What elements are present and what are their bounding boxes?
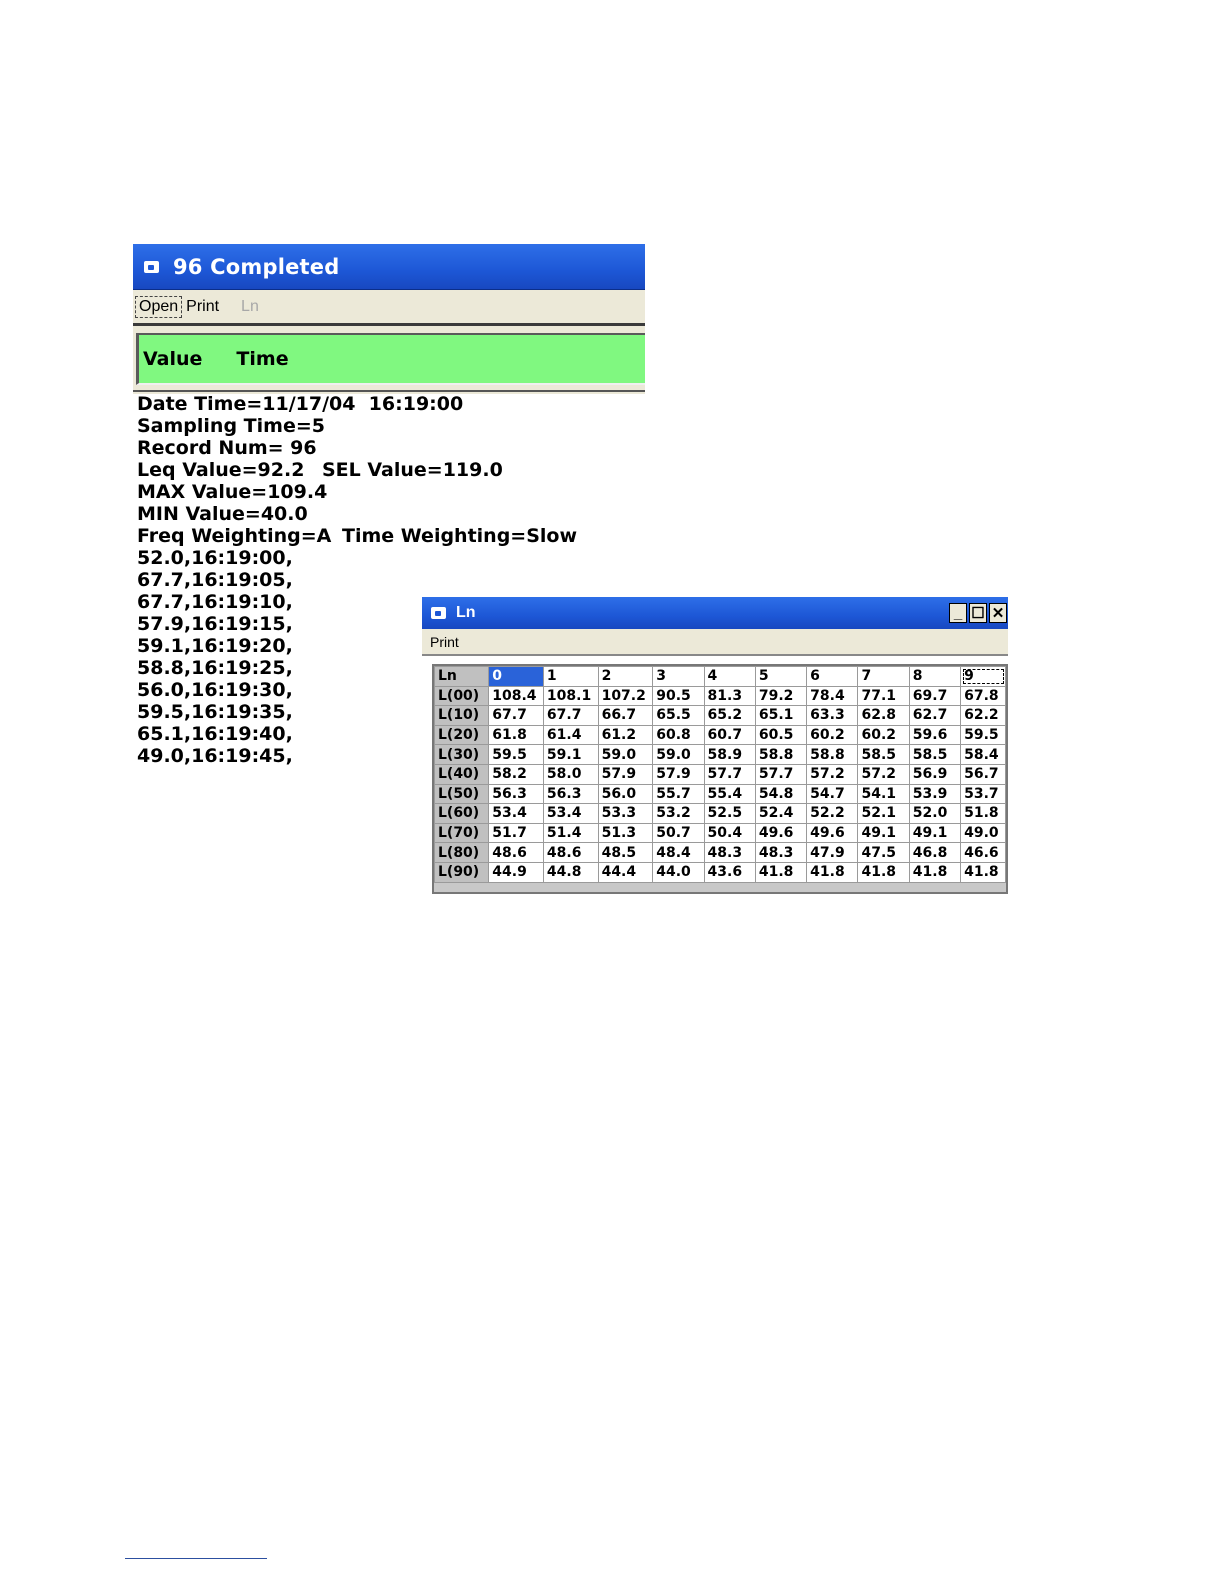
grid-cell[interactable]: 58.9 xyxy=(704,745,755,765)
grid-row-header[interactable]: L(70) xyxy=(435,823,489,843)
sample-line: 67.7,16:19:10, xyxy=(137,591,293,613)
grid-cell[interactable]: 107.2 xyxy=(598,686,653,706)
grid-cell[interactable]: 47.9 xyxy=(807,843,858,863)
grid-cell[interactable]: 52.5 xyxy=(704,804,755,824)
grid-cell[interactable]: 57.2 xyxy=(858,764,909,784)
grid-cell[interactable]: 57.9 xyxy=(598,764,653,784)
grid-cell[interactable]: 48.4 xyxy=(653,843,704,863)
grid-column-header[interactable]: 5 xyxy=(755,667,806,687)
min-value: MIN Value=40.0 xyxy=(137,503,308,525)
data-list-header xyxy=(133,327,645,387)
grid-cell[interactable]: 50.7 xyxy=(653,823,704,843)
grid-row-header[interactable]: L(50) xyxy=(435,784,489,804)
grid-cell[interactable]: 52.1 xyxy=(858,804,909,824)
table-row xyxy=(435,725,1006,745)
grid-row-header[interactable]: L(20) xyxy=(435,725,489,745)
grid-cell[interactable]: 60.5 xyxy=(755,725,806,745)
grid-cell[interactable]: 52.4 xyxy=(755,804,806,824)
grid-cell[interactable]: 44.0 xyxy=(653,862,704,882)
grid-row-header[interactable]: L(80) xyxy=(435,843,489,863)
table-row xyxy=(435,843,1006,863)
grid-row-header[interactable]: L(00) xyxy=(435,686,489,706)
grid-cell[interactable]: 67.7 xyxy=(543,706,598,726)
grid-cell[interactable]: 59.1 xyxy=(543,745,598,765)
table-row xyxy=(435,804,1006,824)
grid-cell[interactable]: 56.3 xyxy=(489,784,544,804)
grid-cell[interactable]: 49.1 xyxy=(909,823,960,843)
grid-cell[interactable]: 49.1 xyxy=(858,823,909,843)
sample-line: 49.0,16:19:45, xyxy=(137,745,293,767)
grid-cell[interactable]: 69.7 xyxy=(909,686,960,706)
value-column-label: Value xyxy=(143,348,203,370)
sample-line: 57.9,16:19:15, xyxy=(137,613,293,635)
grid-cell[interactable]: 46.6 xyxy=(961,843,1006,863)
grid-row-header[interactable]: L(30) xyxy=(435,745,489,765)
grid-cell[interactable]: 53.7 xyxy=(961,784,1006,804)
grid-cell[interactable]: 57.7 xyxy=(755,764,806,784)
grid-cell[interactable]: 52.2 xyxy=(807,804,858,824)
grid-cell[interactable]: 108.4 xyxy=(489,686,544,706)
grid-cell[interactable]: 58.8 xyxy=(807,745,858,765)
grid-cell[interactable]: 65.5 xyxy=(653,706,704,726)
grid-cell[interactable]: 56.0 xyxy=(598,784,653,804)
grid-cell[interactable]: 65.1 xyxy=(755,706,806,726)
grid-column-header[interactable]: 7 xyxy=(858,667,909,687)
time-column-label: Time xyxy=(236,348,289,370)
grid-cell[interactable]: 108.1 xyxy=(543,686,598,706)
grid-cell[interactable]: 63.3 xyxy=(807,706,858,726)
grid-column-header[interactable]: 8 xyxy=(909,667,960,687)
grid-cell[interactable]: 53.3 xyxy=(598,804,653,824)
grid-column-header[interactable]: 4 xyxy=(704,667,755,687)
sample-line: 59.1,16:19:20, xyxy=(137,635,293,657)
grid-cell[interactable]: 59.5 xyxy=(961,725,1006,745)
grid-cell[interactable]: 59.0 xyxy=(653,745,704,765)
sampling-time: Sampling Time=5 xyxy=(137,415,325,437)
table-row xyxy=(435,686,1006,706)
grid-cell[interactable]: 48.3 xyxy=(704,843,755,863)
app-icon xyxy=(143,259,161,275)
grid-row-header[interactable]: L(10) xyxy=(435,706,489,726)
grid-cell[interactable]: 53.9 xyxy=(909,784,960,804)
grid-cell[interactable]: 53.4 xyxy=(543,804,598,824)
main-window-title: 96 Completed xyxy=(173,254,340,279)
grid-column-header[interactable]: 0 xyxy=(489,667,544,687)
grid-cell[interactable]: 50.4 xyxy=(704,823,755,843)
grid-cell[interactable]: 51.8 xyxy=(961,804,1006,824)
menu-print[interactable]: Print xyxy=(430,633,459,650)
grid-cell[interactable]: 43.6 xyxy=(704,862,755,882)
table-row xyxy=(435,862,1006,882)
ln-menubar xyxy=(422,629,1008,656)
grid-cell[interactable]: 77.1 xyxy=(858,686,909,706)
menu-print[interactable]: Print xyxy=(186,297,220,315)
table-row xyxy=(435,706,1006,726)
grid-cell[interactable]: 57.2 xyxy=(807,764,858,784)
grid-cell[interactable]: 48.6 xyxy=(543,843,598,863)
ln-window xyxy=(422,597,1008,893)
grid-cell[interactable]: 58.8 xyxy=(755,745,806,765)
sel-value: SEL Value=119.0 xyxy=(322,459,503,481)
grid-cell[interactable]: 49.6 xyxy=(755,823,806,843)
grid-cell[interactable]: 61.2 xyxy=(598,725,653,745)
grid-cell[interactable]: 56.7 xyxy=(961,764,1006,784)
ln-grid[interactable] xyxy=(432,664,1008,894)
grid-cell[interactable]: 51.3 xyxy=(598,823,653,843)
sample-line: 67.7,16:19:05, xyxy=(137,569,293,591)
sample-line: 59.5,16:19:35, xyxy=(137,701,293,723)
freq-weighting: Freq Weighting=A xyxy=(137,525,332,547)
grid-cell[interactable]: 54.7 xyxy=(807,784,858,804)
minimize-icon[interactable]: _ xyxy=(949,603,967,623)
table-row xyxy=(435,784,1006,804)
grid-row-header[interactable]: L(90) xyxy=(435,862,489,882)
grid-cell[interactable]: 51.4 xyxy=(543,823,598,843)
grid-column-header[interactable]: 3 xyxy=(653,667,704,687)
grid-cell[interactable]: 51.7 xyxy=(489,823,544,843)
grid-cell[interactable]: 53.2 xyxy=(653,804,704,824)
grid-column-header[interactable]: 6 xyxy=(807,667,858,687)
grid-cell[interactable]: 48.3 xyxy=(755,843,806,863)
grid-cell[interactable]: 61.8 xyxy=(489,725,544,745)
max-value: MAX Value=109.4 xyxy=(137,481,328,503)
grid-cell[interactable]: 61.4 xyxy=(543,725,598,745)
grid-cell[interactable]: 48.5 xyxy=(598,843,653,863)
grid-column-header[interactable]: 9 xyxy=(961,667,1006,687)
grid-cell[interactable]: 59.5 xyxy=(489,745,544,765)
grid-row-header[interactable]: L(60) xyxy=(435,804,489,824)
grid-cell[interactable]: 47.5 xyxy=(858,843,909,863)
grid-cell[interactable]: 62.2 xyxy=(961,706,1006,726)
main-window xyxy=(133,244,645,394)
grid-cell[interactable]: 62.7 xyxy=(909,706,960,726)
grid-cell[interactable]: 55.7 xyxy=(653,784,704,804)
maximize-icon[interactable]: ☐ xyxy=(969,603,987,623)
grid-cell[interactable]: 60.2 xyxy=(807,725,858,745)
grid-cell[interactable]: 46.8 xyxy=(909,843,960,863)
table-row xyxy=(435,745,1006,765)
grid-cell[interactable]: 67.7 xyxy=(489,706,544,726)
grid-cell[interactable]: 41.8 xyxy=(909,862,960,882)
grid-cell[interactable]: 49.0 xyxy=(961,823,1006,843)
grid-cell[interactable]: 44.9 xyxy=(489,862,544,882)
grid-cell[interactable]: 60.2 xyxy=(858,725,909,745)
grid-cell[interactable]: 59.6 xyxy=(909,725,960,745)
table-row xyxy=(435,823,1006,843)
grid-cell[interactable]: 57.9 xyxy=(653,764,704,784)
grid-cell[interactable]: 65.2 xyxy=(704,706,755,726)
grid-cell[interactable]: 90.5 xyxy=(653,686,704,706)
main-window-titlebar[interactable] xyxy=(133,244,645,290)
sample-line: 52.0,16:19:00, xyxy=(137,547,293,569)
table-row xyxy=(435,764,1006,784)
grid-row-header[interactable]: L(40) xyxy=(435,764,489,784)
grid-cell[interactable]: 58.5 xyxy=(909,745,960,765)
grid-cell[interactable]: 62.8 xyxy=(858,706,909,726)
grid-cell[interactable]: 58.5 xyxy=(858,745,909,765)
record-num: Record Num= 96 xyxy=(137,437,317,459)
leq-value: Leq Value=92.2 xyxy=(137,459,305,481)
ln-window-titlebar[interactable] xyxy=(422,597,1008,629)
grid-cell[interactable]: 52.0 xyxy=(909,804,960,824)
grid-cell[interactable]: 55.4 xyxy=(704,784,755,804)
grid-cell[interactable]: 48.6 xyxy=(489,843,544,863)
grid-cell[interactable]: 58.4 xyxy=(961,745,1006,765)
grid-corner-header: Ln xyxy=(435,667,489,687)
grid-cell[interactable]: 78.4 xyxy=(807,686,858,706)
sample-line: 65.1,16:19:40, xyxy=(137,723,293,745)
grid-cell[interactable]: 54.8 xyxy=(755,784,806,804)
grid-cell[interactable]: 60.8 xyxy=(653,725,704,745)
grid-cell[interactable]: 56.3 xyxy=(543,784,598,804)
grid-cell[interactable]: 44.8 xyxy=(543,862,598,882)
grid-column-header[interactable]: 2 xyxy=(598,667,653,687)
grid-cell[interactable]: 57.7 xyxy=(704,764,755,784)
grid-column-header[interactable]: 1 xyxy=(543,667,598,687)
grid-cell[interactable]: 41.8 xyxy=(961,862,1006,882)
grid-cell[interactable]: 79.2 xyxy=(755,686,806,706)
grid-cell[interactable]: 53.4 xyxy=(489,804,544,824)
grid-cell[interactable]: 59.0 xyxy=(598,745,653,765)
grid-cell[interactable]: 58.2 xyxy=(489,764,544,784)
sample-line: 58.8,16:19:25, xyxy=(137,657,293,679)
footer-rule xyxy=(125,1558,267,1559)
grid-cell[interactable]: 60.7 xyxy=(704,725,755,745)
sample-line: 56.0,16:19:30, xyxy=(137,679,293,701)
grid-cell[interactable]: 67.8 xyxy=(961,686,1006,706)
grid-cell[interactable]: 54.1 xyxy=(858,784,909,804)
grid-cell[interactable]: 66.7 xyxy=(598,706,653,726)
grid-cell[interactable]: 41.8 xyxy=(755,862,806,882)
menu-open[interactable]: Open xyxy=(135,296,182,318)
ln-window-title: Ln xyxy=(456,604,476,621)
grid-cell[interactable]: 44.4 xyxy=(598,862,653,882)
grid-cell[interactable]: 41.8 xyxy=(807,862,858,882)
grid-cell[interactable]: 81.3 xyxy=(704,686,755,706)
grid-cell[interactable]: 58.0 xyxy=(543,764,598,784)
app-icon xyxy=(430,605,448,621)
menu-ln[interactable]: Ln xyxy=(241,297,259,315)
close-icon[interactable]: ✕ xyxy=(989,603,1007,623)
grid-cell[interactable]: 56.9 xyxy=(909,764,960,784)
grid-cell[interactable]: 41.8 xyxy=(858,862,909,882)
date-time: Date Time=11/17/04 16:19:00 xyxy=(137,393,464,415)
main-menubar xyxy=(133,290,645,326)
grid-cell[interactable]: 49.6 xyxy=(807,823,858,843)
time-weighting: Time Weighting=Slow xyxy=(342,525,578,547)
